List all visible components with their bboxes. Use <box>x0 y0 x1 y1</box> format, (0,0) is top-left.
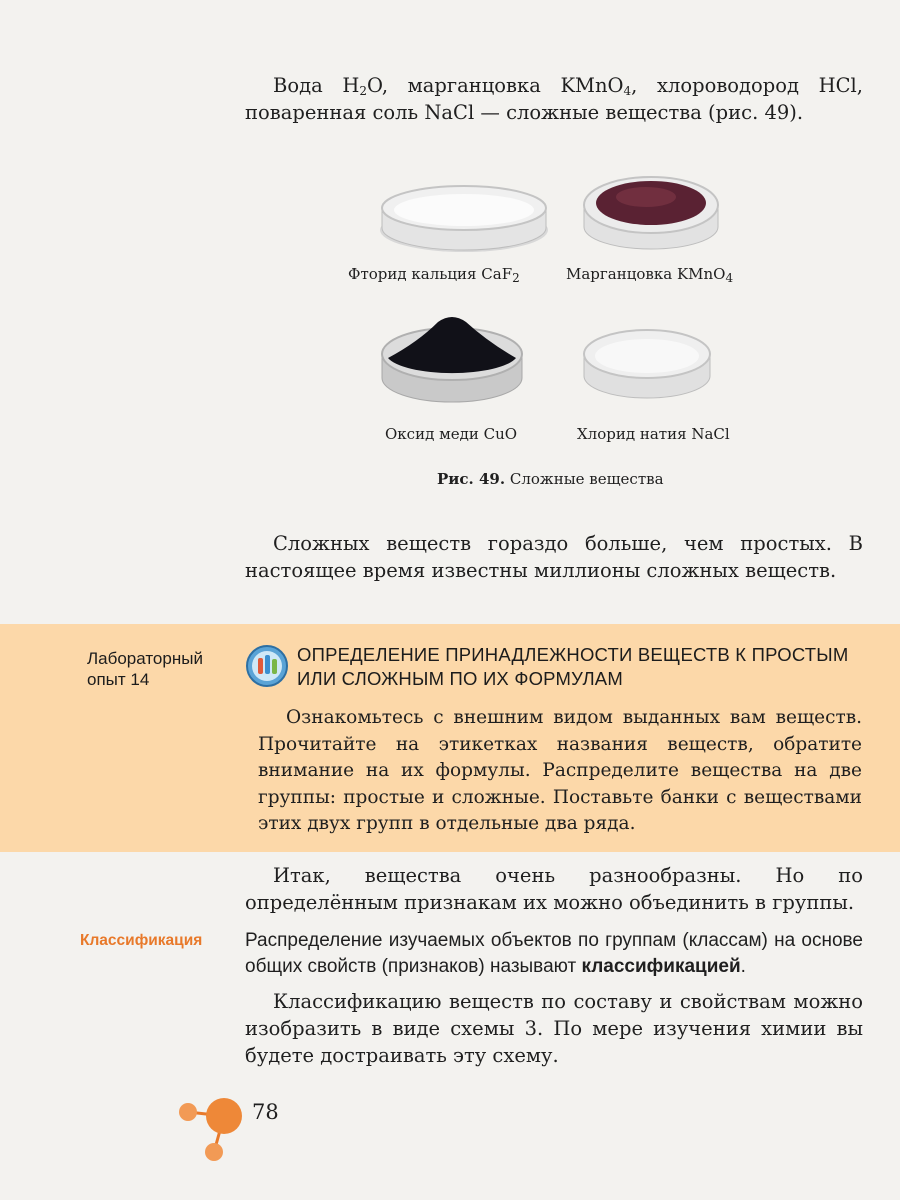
molecule-decoration-icon <box>176 1090 248 1166</box>
figure-title: Рис. 49. Сложные вещества <box>437 470 664 488</box>
classification-definition: Распределение изучаемых объектов по группам (классам) на основе общих свойств (признаков) называют классификацией. <box>245 930 863 977</box>
caption-calcium-fluoride: Фторид кальция CaF$_2$ <box>348 265 520 285</box>
sodium-chloride-dish-image <box>580 314 714 409</box>
calcium-fluoride-dish-image <box>378 158 550 258</box>
classification-margin-term: Классификация <box>80 932 203 949</box>
lab-experiment-instructions: Ознакомьтесь с внешним видом выданных вам веществ. Прочитайте на этикетках названия веществ, обратите внимание на их формулы. Распределите вещества на две группы: простые и сложные. Поставьте банки с веществами этих двух групп в отдельные два ряда. <box>258 707 862 834</box>
scheme-paragraph: Классификацию веществ по составу и свойствам можно изобразить в виде схемы 3. По мере изучения химии вы будете достраивать эту схему. <box>245 990 863 1067</box>
summary-paragraph: Итак, вещества очень разнообразны. Но по определённым признакам их можно объединить в группы. <box>245 864 863 914</box>
caption-copper-oxide: Оксид меди CuO <box>385 425 518 443</box>
complex-substances-paragraph: Сложных веществ гораздо больше, чем простых. В настоящее время известны миллионы сложных веществ. <box>245 532 863 582</box>
potassium-permanganate-dish-image <box>580 155 722 260</box>
lab-experiment-label: Лабораторный опыт 14 <box>87 649 203 689</box>
page-number: 78 <box>252 1100 279 1124</box>
caption-potassium-permanganate: Марганцовка KMnO$_4$ <box>566 265 734 285</box>
copper-oxide-dish-image <box>378 312 526 412</box>
lab-experiment-heading: ОПРЕДЕЛЕНИЕ ПРИНАДЛЕЖНОСТИ ВЕЩЕСТВ К ПРОСТЫМ ИЛИ СЛОЖНЫМ ПО ИХ ФОРМУЛАМ <box>297 644 849 689</box>
lab-flask-icon <box>245 644 289 688</box>
intro-paragraph: Вода $H_2O$, марганцовка KMnO$_4$, хлороводород HCl, поваренная соль NaCl — сложные вещества (рис. 49). <box>245 74 863 124</box>
caption-sodium-chloride: Хлорид натия NaCl <box>577 425 730 443</box>
